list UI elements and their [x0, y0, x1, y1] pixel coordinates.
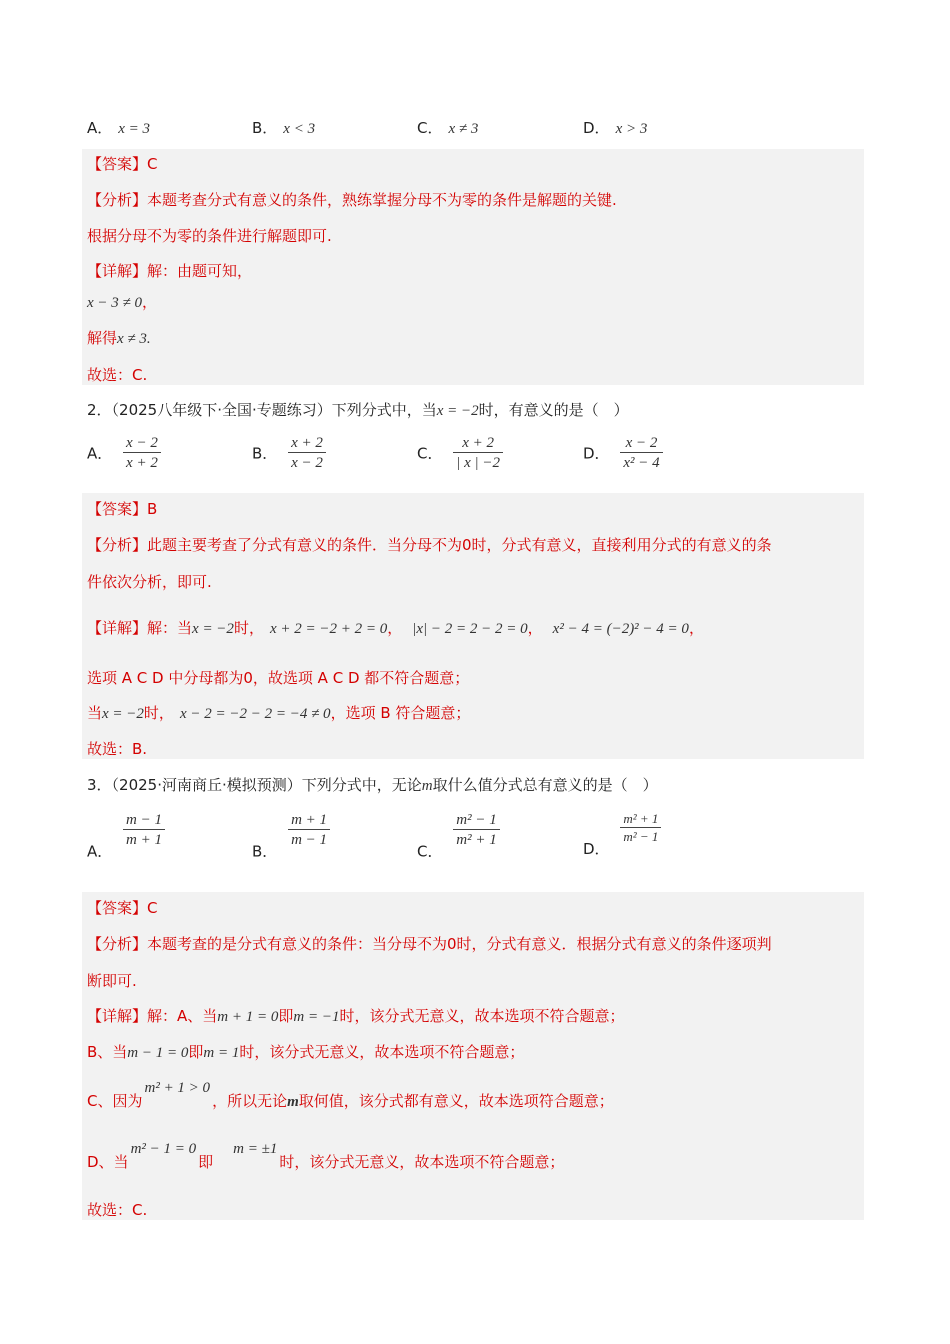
inline-math: m: [421, 778, 433, 794]
denominator: m − 1: [288, 829, 330, 849]
inline-math: m = ±1: [233, 1141, 278, 1157]
inline-math: m = 1: [203, 1045, 240, 1061]
detail-text: 解：当: [147, 619, 193, 637]
q3-detail-line4: [87, 1141, 565, 1172]
fraction: [620, 811, 661, 844]
inline-math: x ≠ 3.: [117, 331, 151, 347]
option-label: B．: [252, 444, 278, 463]
stem-text: 3．（2025·河南商丘·模拟预测）下列分式中，无论: [87, 776, 422, 794]
detail-text: ，选项 B 符合题意；: [330, 704, 471, 722]
option-label: B．: [252, 119, 278, 137]
fraction: [288, 434, 326, 472]
q3-option-b: [252, 811, 330, 862]
stem-text: 取什么值分式总有意义的是（ ）: [432, 776, 658, 794]
q3-detail-line2: [87, 1041, 524, 1062]
q1-option-d: [583, 117, 647, 138]
fraction: [123, 811, 165, 849]
q2-detail-line2: 选项 A C D 中分母都为0，故选项 A C D 都不符合题意；: [87, 669, 470, 687]
q1-analysis: [87, 189, 617, 210]
q2-option-b: [252, 434, 326, 472]
q3-detail-line3: [87, 1080, 614, 1111]
q1-detail-line3: [87, 327, 151, 348]
q3-stem: [87, 774, 658, 795]
detail-text: D、当: [87, 1153, 129, 1171]
fraction: [288, 811, 330, 849]
inline-math: |x| − 2 = 2 − 2 = 0: [412, 621, 528, 637]
option-label: A．: [87, 119, 113, 137]
denominator: m + 1: [123, 829, 165, 849]
q3-detail: [87, 1005, 624, 1026]
q2-option-d: [583, 434, 663, 472]
option-label: A．: [87, 444, 113, 463]
q1-detail: [87, 260, 252, 281]
numerator: m² − 1: [456, 812, 497, 828]
q2-stem: [87, 399, 629, 420]
q3-choose: 故选：C.: [87, 1201, 148, 1219]
denominator: | x | −2: [453, 452, 503, 472]
fraction: [620, 434, 662, 472]
q2-option-c: [417, 434, 503, 472]
q3-option-d: [583, 811, 661, 859]
detail-text: 即: [278, 1007, 294, 1025]
punctuation: ，: [142, 293, 158, 311]
fraction: [123, 434, 161, 472]
option-expr: x > 3: [615, 121, 648, 137]
option-expr: x = 3: [118, 121, 151, 137]
analysis-text: 本题考查的是分式有意义的条件：当分母不为0时，分式有意义．根据分式有意义的条件逐项判: [147, 935, 772, 953]
q2-detail: [87, 617, 704, 638]
analysis-text: 本题考查分式有意义的条件，熟练掌握分母不为零的条件是解题的关键.: [147, 191, 617, 209]
detail-text: 时，: [233, 619, 264, 637]
q2-answer: 【答案】B: [87, 500, 158, 518]
q1-option-b: [252, 117, 315, 138]
detail-text: C、因为: [87, 1092, 143, 1110]
punctuation: ，: [527, 619, 543, 637]
detail-text: ，所以无论: [212, 1092, 288, 1110]
analysis-tag: 【分析】: [87, 536, 148, 554]
detail-tag: 【详解】: [87, 619, 148, 637]
option-label: D．: [583, 840, 610, 859]
detail-text: 解得: [87, 329, 118, 347]
detail-text: 即: [188, 1043, 204, 1061]
q1-option-a: [87, 117, 150, 138]
q3-answer: 【答案】C: [87, 899, 158, 917]
detail-text: 时，该分式无意义，故本选项不符合题意；: [339, 1007, 625, 1025]
inline-math: m = −1: [293, 1009, 340, 1025]
q1-analysis-line2: 根据分母不为零的条件进行解题即可.: [87, 227, 332, 245]
denominator: x + 2: [123, 452, 161, 472]
denominator: m² + 1: [453, 829, 499, 849]
option-label: B．: [252, 842, 278, 861]
numerator: x + 2: [291, 435, 323, 451]
q3-analysis: [87, 933, 772, 954]
inline-math: x − 2 = −2 − 2 = −4 ≠ 0: [179, 706, 331, 722]
inline-math: x² − 4 = (−2)² − 4 = 0: [552, 621, 689, 637]
q1-detail-line2: [87, 291, 157, 312]
inline-math: m² − 1 = 0: [130, 1141, 197, 1157]
detail-text: 时，: [143, 704, 174, 722]
detail-text: 即: [198, 1153, 214, 1171]
numerator: x + 2: [462, 435, 495, 451]
analysis-tag: 【分析】: [87, 191, 148, 209]
detail-tag: 【详解】: [87, 262, 148, 280]
option-label: D．: [583, 444, 610, 463]
detail-text: 时，该分式无意义，故本选项不符合题意；: [279, 1153, 565, 1171]
q3-analysis-line2: 断即可.: [87, 972, 137, 990]
q2-choose: 故选：B.: [87, 740, 148, 758]
detail-text: 解：A、当: [147, 1007, 218, 1025]
detail-text: 解：由题可知，: [147, 262, 253, 280]
punctuation: ，: [688, 619, 704, 637]
inline-math: x = −2: [192, 621, 234, 637]
inline-math: m: [287, 1094, 299, 1110]
numerator: x − 2: [625, 435, 658, 451]
detail-text: B、当: [87, 1043, 128, 1061]
option-label: C．: [417, 444, 443, 463]
q2-analysis: [87, 534, 772, 555]
option-expr: x < 3: [283, 121, 316, 137]
q1-option-c: [417, 117, 478, 138]
inline-math: x = −2: [436, 403, 479, 419]
numerator: m² + 1: [623, 811, 659, 826]
inline-math: m² + 1 > 0: [144, 1080, 211, 1096]
punctuation: ，: [387, 619, 403, 637]
q2-option-a: [87, 434, 161, 472]
inline-math: m + 1 = 0: [217, 1009, 279, 1025]
inline-math: x = −2: [102, 706, 144, 722]
detail-text: 时，该分式无意义，故本选项不符合题意；: [239, 1043, 525, 1061]
denominator: x − 2: [288, 452, 326, 472]
stem-text: 2．（2025八年级下·全国·专题练习）下列分式中，当: [87, 401, 437, 419]
stem-text: 时，有意义的是（ ）: [478, 401, 629, 419]
option-label: A．: [87, 842, 113, 861]
q3-option-a: [87, 811, 165, 862]
detail-tag: 【详解】: [87, 1007, 148, 1025]
inline-math: m − 1 = 0: [127, 1045, 189, 1061]
q2-detail-line3: [87, 702, 470, 723]
q1-answer: 【答案】C: [87, 155, 158, 173]
numerator: x − 2: [126, 435, 158, 451]
detail-text: 取何值，该分式都有意义，故本选项符合题意；: [298, 1092, 614, 1110]
analysis-text: 此题主要考查了分式有意义的条件．当分母不为0时，分式有意义，直接利用分式的有意义的条: [147, 536, 772, 554]
inline-math: x − 3 ≠ 0: [87, 295, 143, 311]
q1-choose: 故选：C.: [87, 366, 148, 384]
inline-math: x + 2 = −2 + 2 = 0: [269, 621, 388, 637]
denominator: x² − 4: [620, 452, 662, 472]
fraction: [453, 811, 499, 849]
fraction: [453, 434, 503, 472]
numerator: m − 1: [126, 812, 163, 828]
denominator: m² − 1: [620, 827, 661, 845]
analysis-tag: 【分析】: [87, 935, 148, 953]
option-label: D．: [583, 119, 610, 137]
option-label: C．: [417, 119, 443, 137]
numerator: m + 1: [291, 812, 328, 828]
detail-text: 当: [87, 704, 103, 722]
option-label: C．: [417, 842, 443, 861]
q3-option-c: [417, 811, 500, 862]
option-expr: x ≠ 3: [448, 121, 479, 137]
q2-analysis-line2: 件依次分析，即可.: [87, 573, 212, 591]
